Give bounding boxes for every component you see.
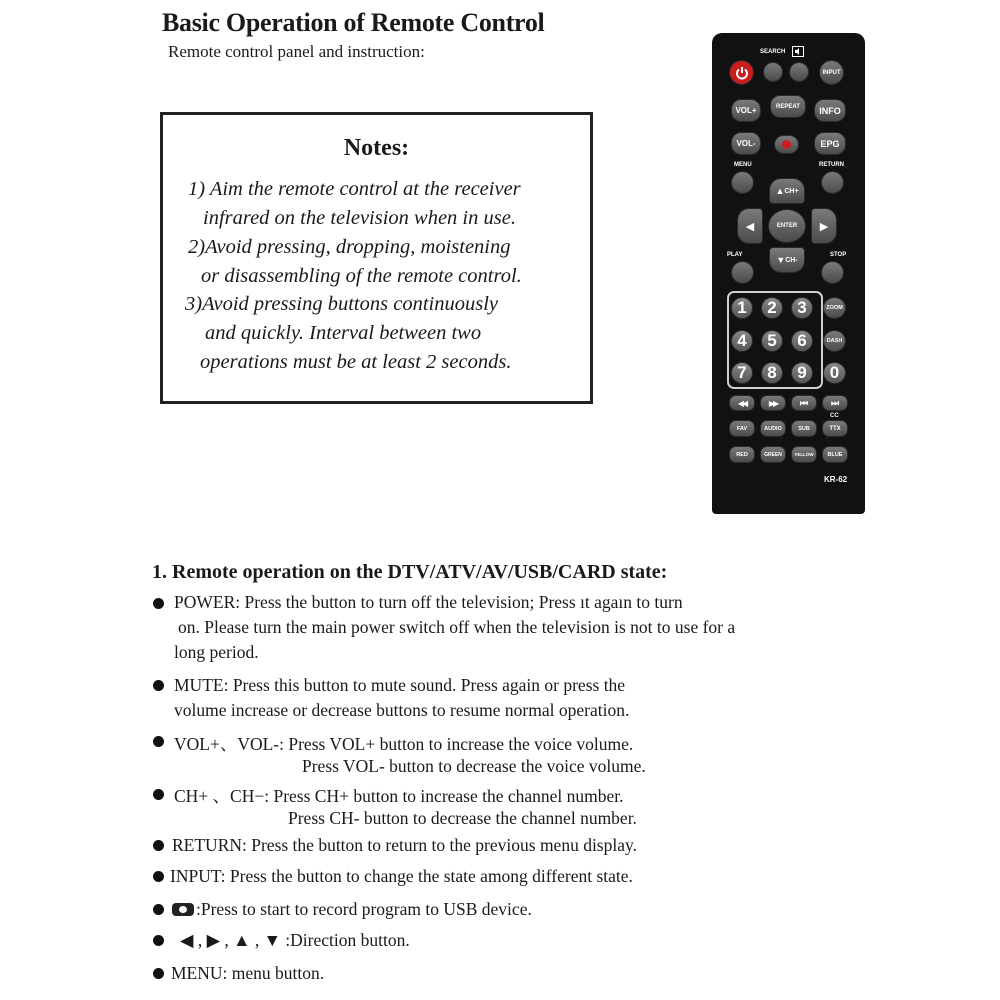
bullet-icon bbox=[153, 968, 164, 979]
note-line: and quickly. Interval between two bbox=[205, 322, 482, 344]
mute-icon bbox=[792, 46, 804, 57]
stop-button[interactable] bbox=[821, 261, 844, 284]
red-button[interactable] bbox=[729, 446, 755, 463]
next-button[interactable] bbox=[822, 395, 848, 411]
left-button[interactable] bbox=[737, 208, 763, 244]
model-label: KR-62 bbox=[824, 475, 848, 484]
digit-button[interactable] bbox=[731, 362, 753, 384]
blue-label: BLUE bbox=[827, 451, 843, 458]
sub-label: SUB bbox=[798, 425, 810, 432]
notes-box bbox=[160, 112, 593, 404]
ch-minus-button[interactable] bbox=[769, 247, 805, 273]
previous-icon: ⏮ bbox=[799, 397, 809, 408]
note-line: 1) Aim the remote control at the receiver bbox=[188, 178, 521, 200]
digit-button[interactable] bbox=[761, 330, 783, 352]
cc-label: CC bbox=[830, 413, 839, 419]
yellow-button[interactable] bbox=[791, 446, 817, 463]
stop-label: STOP bbox=[830, 252, 847, 258]
power-description-cont: on. Please turn the main power switch off when the television is not to use for a bbox=[178, 617, 736, 637]
note-line: or disassembling of the remote control. bbox=[201, 265, 522, 287]
left-arrow-icon: ◀ bbox=[745, 220, 755, 233]
green-label: GREEN bbox=[764, 451, 782, 458]
ch-plus-label: CH+ bbox=[784, 187, 799, 195]
digit-button[interactable] bbox=[791, 362, 813, 384]
fav-button[interactable] bbox=[729, 420, 755, 437]
info-label: INFO bbox=[819, 105, 841, 116]
digit-button[interactable] bbox=[791, 330, 813, 352]
record-description bbox=[172, 899, 532, 920]
bullet-icon bbox=[153, 680, 164, 691]
digit-button[interactable] bbox=[761, 297, 783, 319]
enter-label: ENTER bbox=[776, 223, 798, 229]
fast-forward-icon: ▶▶ bbox=[768, 398, 778, 408]
down-arrow-icon: ▼ bbox=[776, 255, 786, 265]
menu-button[interactable] bbox=[731, 171, 754, 194]
digit-label: 5 bbox=[767, 331, 777, 350]
repeat-label: REPEAT bbox=[776, 103, 800, 110]
record-description-text: :Press to start to record program to USB device. bbox=[196, 899, 532, 919]
section-heading: 1. Remote operation on the DTV/ATV/AV/USB/CARD state: bbox=[152, 561, 668, 583]
digit-label: 8 bbox=[767, 363, 777, 382]
record-icon bbox=[172, 903, 194, 916]
digit-button[interactable] bbox=[731, 330, 753, 352]
bullet-icon bbox=[153, 935, 164, 946]
digit-label: 1 bbox=[737, 298, 747, 317]
search-button[interactable] bbox=[763, 62, 783, 82]
right-button[interactable] bbox=[811, 208, 837, 244]
repeat-button[interactable] bbox=[770, 95, 806, 118]
digit-label: 6 bbox=[797, 331, 807, 350]
bullet-icon bbox=[153, 789, 164, 800]
bullet-icon bbox=[153, 736, 164, 747]
epg-button[interactable] bbox=[814, 132, 846, 155]
yellow-label: YELLOW bbox=[794, 452, 814, 457]
return-button[interactable] bbox=[821, 171, 844, 194]
power-icon bbox=[735, 66, 749, 80]
sub-button[interactable] bbox=[791, 420, 817, 437]
input-button[interactable] bbox=[819, 60, 844, 85]
zoom-button[interactable] bbox=[823, 297, 846, 319]
note-line: 3)Avoid pressing buttons continuously bbox=[185, 293, 498, 315]
rewind-button[interactable] bbox=[729, 395, 755, 411]
vol-plus-button[interactable] bbox=[731, 99, 761, 122]
fav-label: FAV bbox=[736, 425, 748, 432]
digit-button[interactable] bbox=[731, 297, 753, 319]
digit-label: 2 bbox=[767, 298, 777, 317]
search-label: SEARCH bbox=[760, 49, 786, 55]
power-button[interactable] bbox=[729, 60, 754, 85]
bullet-icon bbox=[153, 840, 164, 851]
digit-button[interactable] bbox=[791, 297, 813, 319]
page-title: Basic Operation of Remote Control bbox=[162, 8, 545, 37]
record-dot-icon bbox=[782, 140, 791, 149]
notes-title: Notes: bbox=[343, 135, 410, 161]
power-description-cont: long period. bbox=[174, 642, 259, 662]
bullet-icon bbox=[153, 871, 164, 882]
input-label: INPUT bbox=[822, 69, 841, 76]
mute-button[interactable] bbox=[789, 62, 809, 82]
mute-description: MUTE: Press this button to mute sound. Press again or press the bbox=[174, 675, 626, 695]
dash-button[interactable] bbox=[823, 330, 846, 352]
input-description: INPUT: Press the button to change the state among different state. bbox=[170, 866, 633, 886]
channel-description-cont: Press CH- button to decrease the channel number. bbox=[288, 808, 637, 828]
play-label: PLAY bbox=[727, 252, 743, 258]
digit-button[interactable] bbox=[761, 362, 783, 384]
record-button[interactable] bbox=[774, 135, 799, 154]
menu-description: MENU: menu button. bbox=[171, 963, 325, 983]
note-line: operations must be at least 2 seconds. bbox=[200, 351, 512, 373]
menu-label: MENU bbox=[734, 162, 752, 168]
return-label: RETURN bbox=[819, 162, 844, 168]
previous-button[interactable] bbox=[791, 395, 817, 411]
page-subtitle: Remote control panel and instruction: bbox=[168, 42, 425, 61]
next-icon: ⏭ bbox=[830, 397, 840, 408]
digit-label: 9 bbox=[797, 363, 807, 382]
ch-minus-label: CH- bbox=[785, 256, 798, 264]
digit-button[interactable] bbox=[823, 362, 846, 384]
note-line: 2)Avoid pressing, dropping, moistening bbox=[188, 236, 511, 258]
vol-minus-label: VOL- bbox=[736, 139, 756, 148]
digit-label: 0 bbox=[829, 363, 840, 382]
vol-plus-label: VOL+ bbox=[735, 106, 757, 115]
epg-label: EPG bbox=[820, 138, 840, 149]
up-arrow-icon: ▲ bbox=[775, 186, 785, 196]
blue-button[interactable] bbox=[822, 446, 848, 463]
bullet-icon bbox=[153, 904, 164, 915]
right-arrow-icon: ▶ bbox=[819, 220, 829, 233]
play-button[interactable] bbox=[731, 261, 754, 284]
green-button[interactable] bbox=[760, 446, 786, 463]
zoom-label: ZOOM bbox=[826, 305, 843, 311]
digit-label: 4 bbox=[737, 331, 747, 350]
audio-label: AUDIO bbox=[764, 425, 782, 432]
note-line: infrared on the television when in use. bbox=[203, 207, 516, 229]
ttx-button[interactable] bbox=[822, 420, 848, 437]
audio-button[interactable] bbox=[760, 420, 786, 437]
direction-description: ◀ , ▶ , ▲ , ▼ :Direction button. bbox=[180, 930, 410, 950]
remote-control bbox=[712, 33, 865, 514]
digit-label: 7 bbox=[737, 363, 747, 382]
digit-label: 3 bbox=[797, 298, 807, 317]
dash-label: DASH bbox=[826, 338, 843, 344]
power-description: POWER: Press the button to turn off the television; Press ıt agaın to turn bbox=[174, 592, 683, 612]
mute-description-cont: volume increase or decrease buttons to resume normal operation. bbox=[174, 700, 630, 720]
enter-button[interactable] bbox=[768, 209, 806, 243]
ch-plus-button[interactable] bbox=[769, 178, 805, 204]
info-button[interactable] bbox=[814, 99, 846, 122]
fast-forward-button[interactable] bbox=[760, 395, 786, 411]
red-label: RED bbox=[736, 451, 748, 458]
bullet-icon bbox=[153, 598, 164, 609]
ttx-label: TTX bbox=[829, 425, 841, 432]
volume-description: VOL+、VOL-: Press VOL+ button to increase the voice volume. bbox=[174, 734, 634, 754]
rewind-icon: ◀◀ bbox=[737, 398, 747, 408]
channel-description: CH+ 、CH−: Press CH+ button to increase the channel number. bbox=[174, 786, 624, 806]
volume-description-cont: Press VOL- button to decrease the voice volume. bbox=[302, 756, 646, 776]
return-description: RETURN: Press the button to return to the previous menu display. bbox=[172, 835, 637, 855]
vol-minus-button[interactable] bbox=[731, 132, 761, 155]
